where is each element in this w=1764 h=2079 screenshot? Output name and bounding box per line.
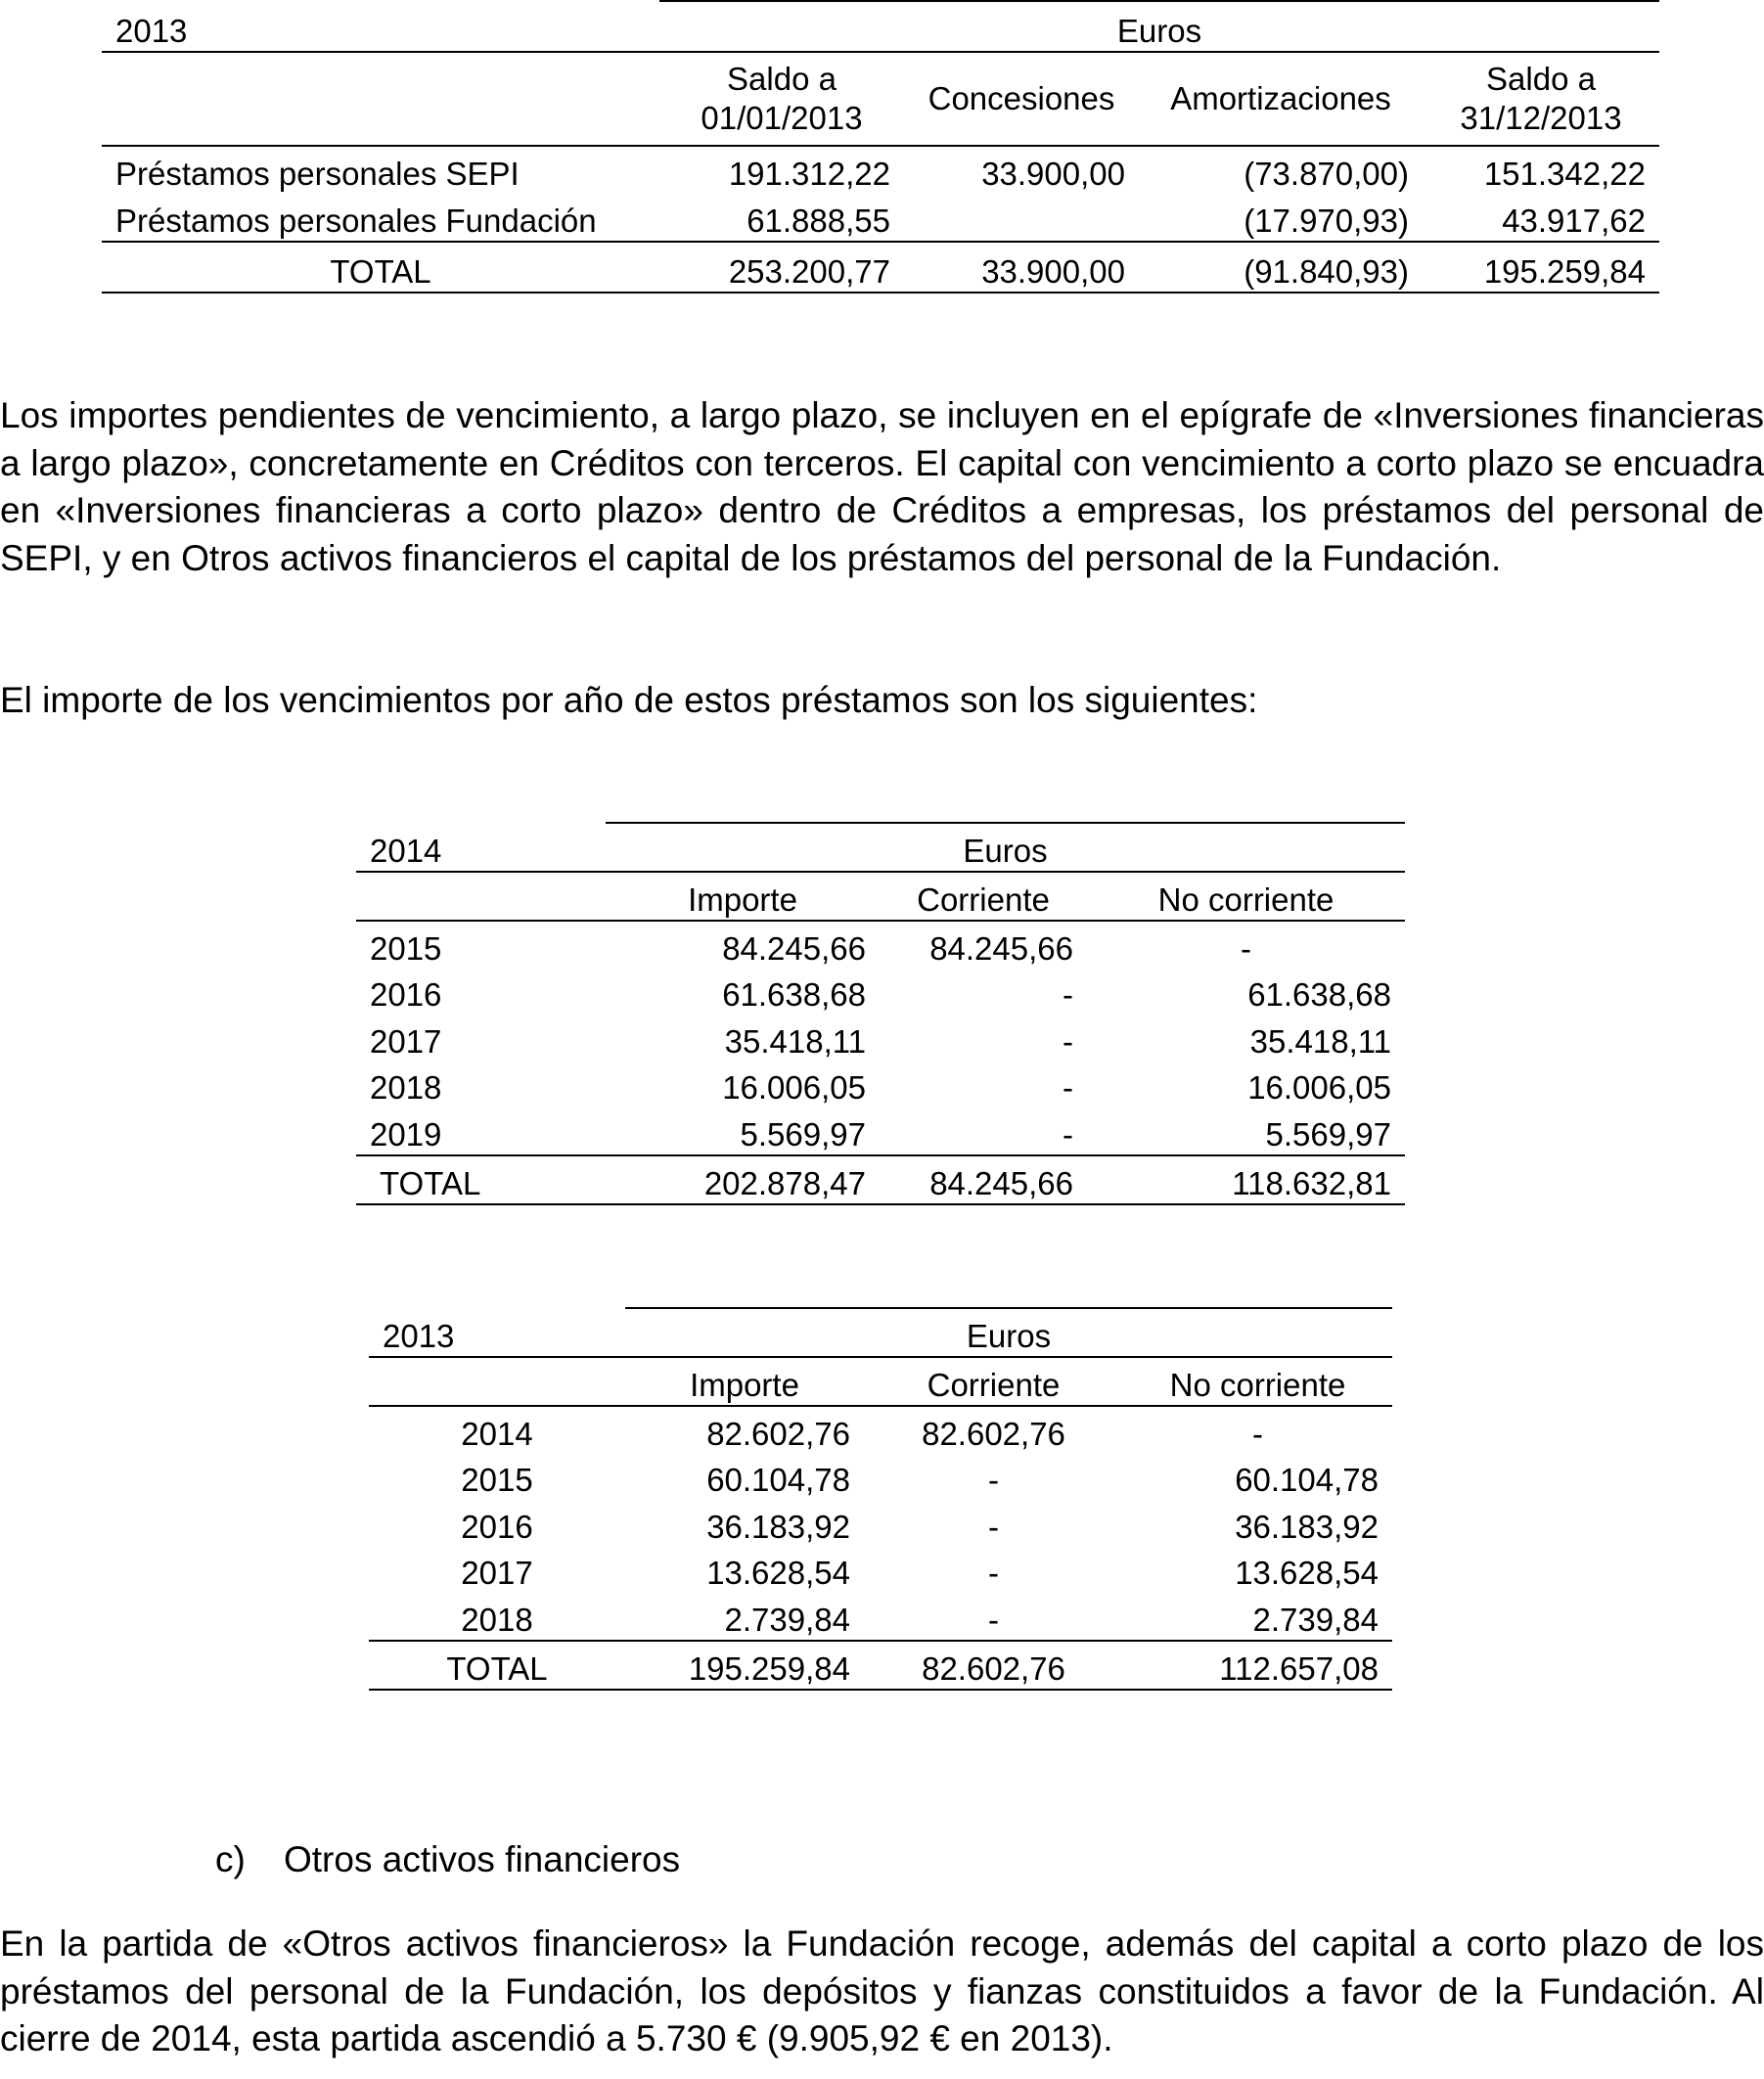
table-total-row: TOTAL 195.259,84 82.602,76 112.657,08: [369, 1641, 1392, 1690]
column-header-corriente: Corriente: [880, 872, 1087, 921]
column-header-importe: Importe: [625, 1357, 864, 1406]
currency-header: Euros: [606, 823, 1405, 872]
table-year-label: 2013: [369, 1308, 625, 1357]
table-total-row: TOTAL 202.878,47 84.245,66 118.632,81: [356, 1155, 1405, 1204]
table-row: 2014 82.602,76 82.602,76 -: [461, 1415, 1263, 1452]
table-total-row: TOTAL 253.200,77 33.900,00 (91.840,93) 195.259,84: [102, 242, 1659, 293]
column-header-importe: Importe: [606, 872, 880, 921]
table-row: 2016 36.183,92 - 36.183,92: [461, 1508, 1379, 1545]
section-heading-otros-activos: c) Otros activos financieros: [215, 1839, 681, 1879]
column-header-saldo-inicial: Saldo a 01/01/2013: [659, 52, 904, 146]
table-row: 2015 60.104,78 - 60.104,78: [461, 1462, 1379, 1499]
loans-movements-table-2013: [102, 0, 1659, 294]
table-row: 2019 5.569,97 - 5.569,97: [356, 1107, 1405, 1155]
currency-header: Euros: [659, 1, 1659, 52]
table-year-label: 2014: [356, 823, 606, 872]
column-header-corriente: Corriente: [864, 1357, 1123, 1406]
paragraph-maturities-intro: El importe de los vencimientos por año de estos préstamos son los siguientes:: [0, 680, 1258, 720]
table-year-label: 2013: [102, 1, 659, 52]
table-row: 2017 13.628,54 - 13.628,54: [461, 1555, 1379, 1592]
table-row: Préstamos personales SEPI 191.312,22 33.900,00 (73.870,00) 151.342,22: [115, 156, 1646, 193]
table-row: 2015 84.245,66 84.245,66 -: [370, 929, 1251, 967]
currency-header: Euros: [625, 1308, 1392, 1357]
table-row: 2018 16.006,05 - 16.006,05: [370, 1069, 1391, 1107]
table-row: 2018 2.739,84 - 2.739,84: [369, 1593, 1392, 1641]
column-header-no-corriente: No corriente: [1123, 1357, 1392, 1406]
column-header-concesiones: Concesiones: [904, 52, 1139, 146]
table-row: Préstamos personales Fundación 61.888,55 (17.970,93) 43.917,62: [102, 194, 1659, 242]
column-header-saldo-final: Saldo a 31/12/2013: [1423, 52, 1659, 146]
column-header-amortizaciones: Amortizaciones: [1139, 52, 1423, 146]
column-header-no-corriente: No corriente: [1087, 872, 1405, 921]
table-row: 2016 61.638,68 - 61.638,68: [370, 976, 1391, 1014]
paragraph-long-term-amounts: Los importes pendientes de vencimiento, a largo plazo, se incluyen en el epígrafe de «Inversiones financieras a largo plazo», concretamente en Créditos con terceros. El capital con vencimiento a corto plazo se encuadra en «Inversiones financieras a corto plazo» dentro de Créditos a empresas, los préstamos del personal de SEPI, y en Otros activos financieros el capital de los préstamos del personal de la Fundación.: [0, 395, 1764, 578]
maturities-table-2014: [356, 822, 1405, 1205]
paragraph-otros-activos: En la partida de «Otros activos financieros» la Fundación recoge, además del capital a corto plazo de los préstamos del personal de la Fundación, los depósitos y fianzas constituidos a favor de la Fundación. Al cierre de 2014, esta partida ascendió a 5.730 € (9.905,92 € en 2013).: [0, 1923, 1764, 2058]
maturities-table-2013: [369, 1307, 1392, 1691]
table-row: 2017 35.418,11 - 35.418,11: [370, 1022, 1391, 1060]
